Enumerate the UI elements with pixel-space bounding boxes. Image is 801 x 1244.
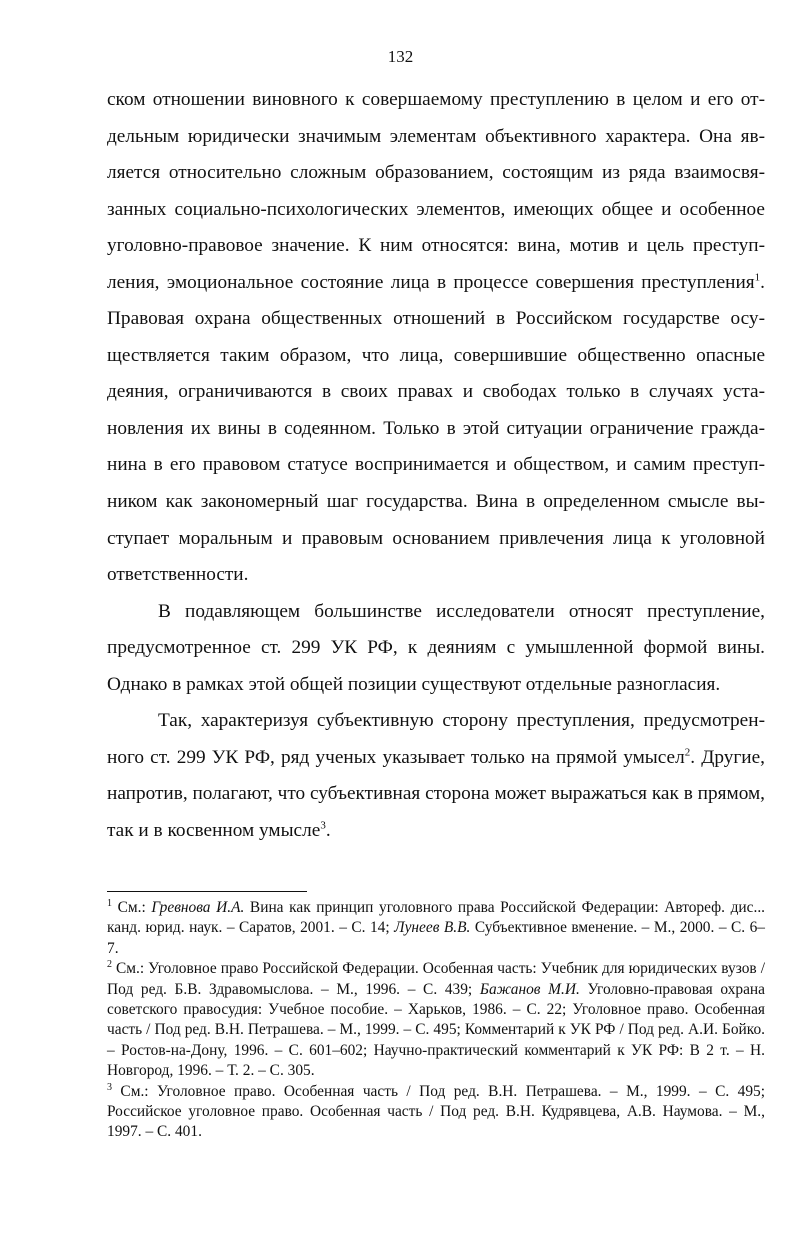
footnote-1-prefix: См.: xyxy=(112,899,152,916)
footnote-2-marker: 2 xyxy=(107,959,112,971)
footnote-3-prefix: См.: Уголовное право. Особенная часть / Под ред. В.Н. Петрашева. – М., 1999. – С. 495; Российское уголовное право. Особенная часть / Под ред. В.Н. Кудрявцева, А.В. Наумова. – М., 1997. – С. 401. xyxy=(107,1082,765,1141)
footnote-1-marker: 1 xyxy=(107,897,112,909)
footnote-ref-2[interactable]: 2 xyxy=(684,746,691,759)
paragraph-3 xyxy=(107,703,765,849)
footnote-3-marker: 3 xyxy=(107,1081,112,1093)
paragraph-1-text-a: ском отношении виновного к совершаемому преступлению в целом и его отдельным юридически значимым элементам объективного характера. Она является относительно сложным образованием, состоящим из ряда взаимосвязанных социально-психологических элементов, имеющих общее и особенное уголовно-правовое значение. К ним относятся: вина, мотив и цель преступления, эмоциональное состояние лица в процессе совершения преступления xyxy=(107,89,765,293)
paragraph-2: В подавляющем большинстве исследователи относят преступление, предусмотренное ст. 299 УК РФ, к деяниям с умышленной формой вины. Однако в рамках этой общей позиции существуют отдельные разногласия. xyxy=(107,600,765,695)
footnote-ref-1[interactable]: 1 xyxy=(754,271,761,284)
footnote-2-prefix: См.: Уголовное право Российской Федерации. Особенная часть: Учебник для юридических вузов / Под ред. Б.В. Здравомыслова. – М., 1996. – С. 439; xyxy=(107,960,765,998)
paragraph-3-text-a: Так, характеризуя субъективную сторону преступления, предусмотренного ст. 299 УК РФ, ряд ученых указывает только на прямой умысел xyxy=(107,710,765,768)
footnote-1-author-1: Гревнова И.А. xyxy=(151,899,245,916)
footnote-1 xyxy=(107,898,765,959)
footnote-2-text-1: Уголовно-правовая охрана советского правосудия: Учебное пособие. – Харьков, 1986. – С. 22; Уголовное право. Особенная часть / Под ред. В.Н. Петрашева. – М., 1999. – С. 495; Комментарий к УК РФ / Под ред. А.И. Бойко. – Ростов-на-Дону, 1996. – С. 601–602; Научно-практический комментарий к УК РФ: В 2 т. – Н. Новгород, 1996. – Т. 2. – С. 305. xyxy=(107,980,766,1080)
footnote-1-text-2: Субъективное вменение. – М., 2000. – С. 6–7. xyxy=(107,919,766,957)
footnote-2 xyxy=(107,959,765,1081)
footnote-ref-3[interactable]: 3 xyxy=(320,819,326,832)
footnote-1-text-1: Вина как принцип уголовного права Российской Федерации: Автореф. дис... канд. юрид. наук. – Саратов, 2001. – С. 14; xyxy=(107,899,766,937)
footnotes xyxy=(107,898,765,1143)
footnote-3 xyxy=(107,1082,765,1143)
footnote-2-author-1: Бажанов М.И. xyxy=(479,980,580,998)
page-number: 132 xyxy=(387,47,414,66)
paragraph-3-text-b: . Другие, напротив, полагают, что субъективная сторона может выражаться как в прямом, так и в косвенном умысле xyxy=(107,746,765,841)
footnote-divider xyxy=(107,891,307,892)
paragraph-1-text-b: . Правовая охрана общественных отношений в Российском государстве осуществляется таким образом, что лица, совершившие общественно опасные деяния, ограничиваются в своих правах и свободах только в случаях установления их вины в содеянном. Только в этой ситуации ограничение гражданина в его правовом статусе воспринимается и обществом, и самим преступником как закономерный шаг государства. Вина в определенном смысле выступает моральным и правовым основанием привлечения лица к уголовной ответственности. xyxy=(107,271,765,586)
paragraph-1 xyxy=(107,82,765,594)
footnote-1-author-2: Лунеев В.В. xyxy=(394,919,471,937)
body-text xyxy=(107,82,765,849)
paragraph-3-text-c: . xyxy=(325,819,331,841)
